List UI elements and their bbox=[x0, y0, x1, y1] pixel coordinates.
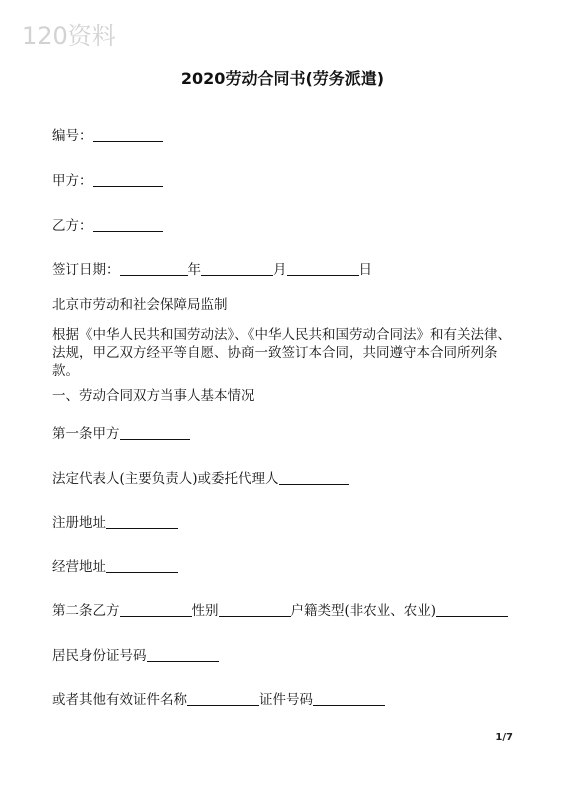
reg-address-blank bbox=[106, 514, 178, 529]
sign-date-field bbox=[52, 261, 372, 279]
serial-field bbox=[52, 127, 163, 145]
id-number-label: 居民身份证号码 bbox=[52, 648, 147, 664]
article2-blank bbox=[120, 602, 192, 617]
biz-address-label: 经营地址 bbox=[52, 559, 106, 575]
document-title: 2020劳动合同书(劳务派遣) bbox=[180, 69, 385, 88]
serial-blank bbox=[93, 127, 163, 142]
household-label: 户籍类型(非农业、农业) bbox=[290, 603, 437, 619]
page-number: 1/7 bbox=[495, 732, 513, 743]
id-number-blank bbox=[147, 647, 219, 662]
year-label: 年 bbox=[187, 262, 201, 278]
legal-rep-label: 法定代表人(主要负责人)或委托代理人 bbox=[52, 471, 279, 487]
reg-address-label: 注册地址 bbox=[52, 515, 106, 531]
day-blank bbox=[287, 261, 359, 276]
party-a-blank bbox=[93, 172, 163, 187]
serial-label: 编号： bbox=[52, 128, 93, 144]
article2-label: 第二条乙方 bbox=[52, 603, 120, 619]
article1-field bbox=[52, 425, 190, 443]
day-label: 日 bbox=[358, 262, 372, 278]
article2-field bbox=[52, 602, 508, 620]
month-label: 月 bbox=[273, 262, 287, 278]
other-cert-blank bbox=[187, 691, 259, 706]
biz-address-blank bbox=[106, 558, 178, 573]
household-blank bbox=[436, 602, 508, 617]
party-a-label: 甲方： bbox=[52, 173, 93, 189]
article1-label: 第一条甲方 bbox=[52, 426, 120, 442]
party-a-field bbox=[52, 172, 163, 190]
other-cert-label: 或者其他有效证件名称 bbox=[52, 692, 187, 708]
article1-blank bbox=[120, 425, 190, 440]
section-heading: 一、劳动合同双方当事人基本情况 bbox=[52, 388, 255, 404]
year-blank bbox=[120, 261, 188, 276]
party-b-label: 乙方： bbox=[52, 218, 93, 234]
party-b-field bbox=[52, 217, 163, 235]
cert-number-label: 证件号码 bbox=[259, 692, 313, 708]
cert-number-blank bbox=[313, 691, 385, 706]
intro-paragraph: 根据《中华人民共和国劳动法》、《中华人民共和国劳动合同法》和有关法律、法规，甲乙双方经平等自愿、协商一致签订本合同，共同遵守本合同所列条款。 bbox=[52, 327, 511, 379]
gender-blank bbox=[219, 602, 291, 617]
other-cert-field bbox=[52, 691, 385, 709]
sign-date-label: 签订日期： bbox=[52, 262, 120, 278]
id-number-field bbox=[52, 647, 219, 665]
supervisor-line: 北京市劳动和社会保障局监制 bbox=[52, 297, 228, 313]
legal-rep-blank bbox=[279, 470, 349, 485]
legal-rep-field bbox=[52, 470, 349, 488]
gender-label: 性别 bbox=[191, 603, 219, 619]
month-blank bbox=[201, 261, 273, 276]
watermark: 120资料 bbox=[22, 22, 116, 50]
party-b-blank bbox=[93, 217, 163, 232]
biz-address-field bbox=[52, 558, 178, 576]
reg-address-field bbox=[52, 514, 178, 532]
